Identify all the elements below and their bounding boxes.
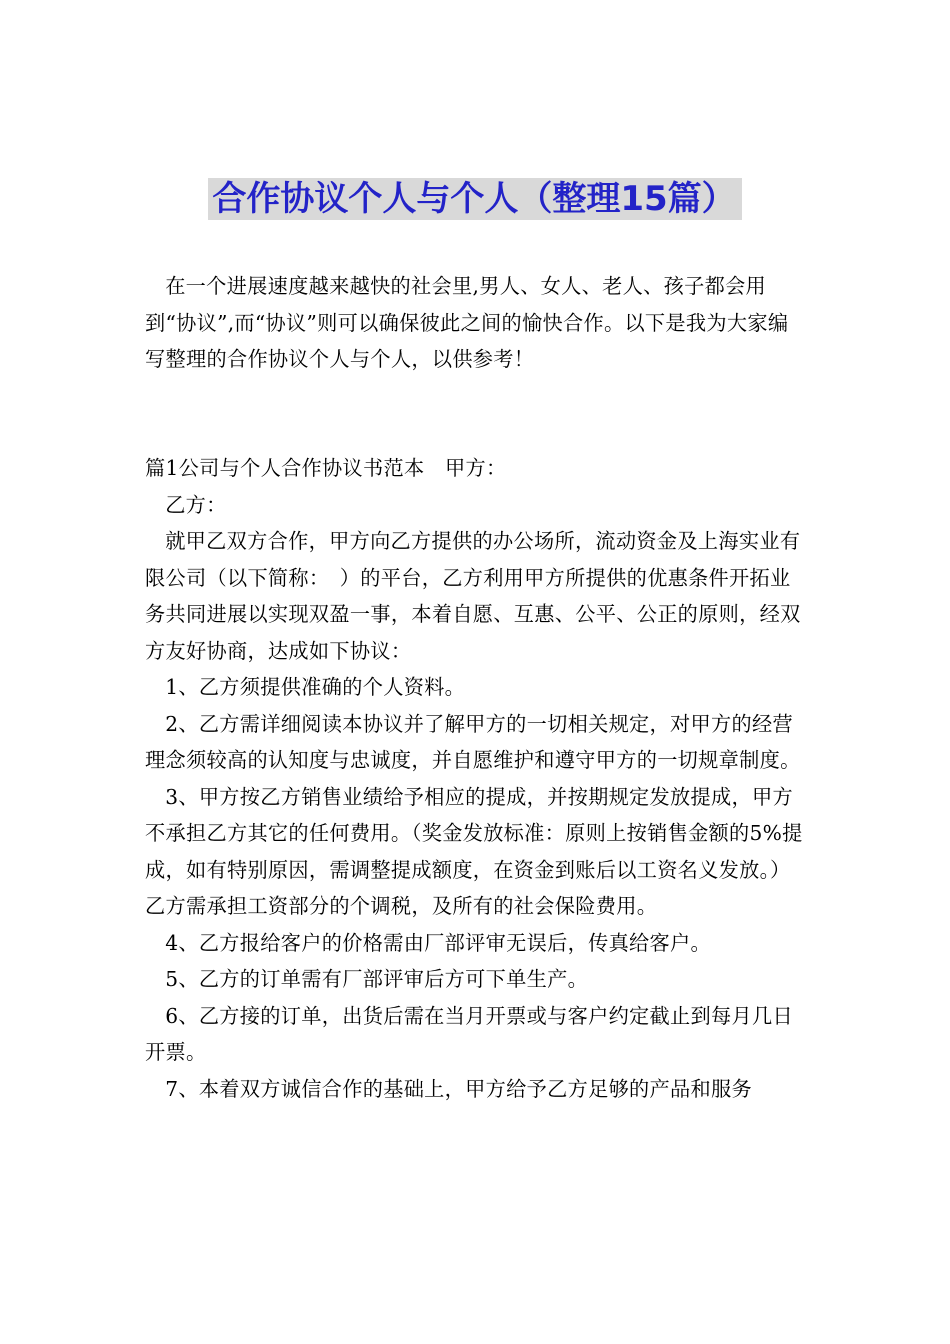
clause-paragraph: 4、乙方报给客户的价格需由厂部评审无误后，传真给客户。 bbox=[165, 930, 712, 955]
clause-paragraph: 2、乙方需详细阅读本协议并了解甲方的一切相关规定，对甲方的经营理念须较高的认知度与忠诚度，并自愿维护和遵守甲方的一切规章制度。 bbox=[145, 711, 801, 772]
intro-block bbox=[145, 268, 807, 378]
clause-paragraph: 3、甲方按乙方销售业绩给予相应的提成，并按期规定发放提成，甲方不承担乙方其它的任何费用。（奖金发放标准：原则上按销售金额的5%提成，如有特别原因，需调整提成额度，在资金到账后以工资名义发放。）乙方需承担工资部分的个调税，及所有的社会保险费用。 bbox=[145, 784, 803, 918]
intro-paragraph: 在一个进展速度越来越快的社会里,男人、女人、老人、孩子都会用到“协议”,而“协议”则可以确保彼此之间的愉快合作。以下是我为大家编写整理的合作协议个人与个人，以供参考！ bbox=[145, 274, 789, 371]
section-heading: 篇1公司与个人合作协议书范本 甲方： bbox=[145, 456, 507, 480]
title-wrap bbox=[0, 178, 950, 220]
content-block bbox=[145, 450, 807, 1107]
clause-paragraph: 5、乙方的订单需有厂部评审后方可下单生产。 bbox=[165, 967, 589, 991]
clause-paragraph: 7、本着双方诚信合作的基础上，甲方给予乙方足够的产品和服务 bbox=[165, 1076, 752, 1101]
page-title: 合作协议个人与个人（整理15篇） bbox=[208, 178, 741, 220]
preamble-paragraph: 就甲乙双方合作，甲方向乙方提供的办公场所，流动资金及上海实业有限公司（以下简称： ）的平台，乙方利用甲方所提供的优惠条件开拓业务共同进展以实现双盈一事，本着自愿、互惠、公平、公正的原则，经双方友好协商，达成如下协议： bbox=[145, 529, 801, 663]
clause-paragraph: 6、乙方接的订单，出货后需在当月开票或与客户约定截止到每月几日开票。 bbox=[145, 1003, 793, 1064]
clause-paragraph: 1、乙方须提供准确的个人资料。 bbox=[165, 675, 466, 699]
party-b-line: 乙方： bbox=[165, 492, 227, 517]
